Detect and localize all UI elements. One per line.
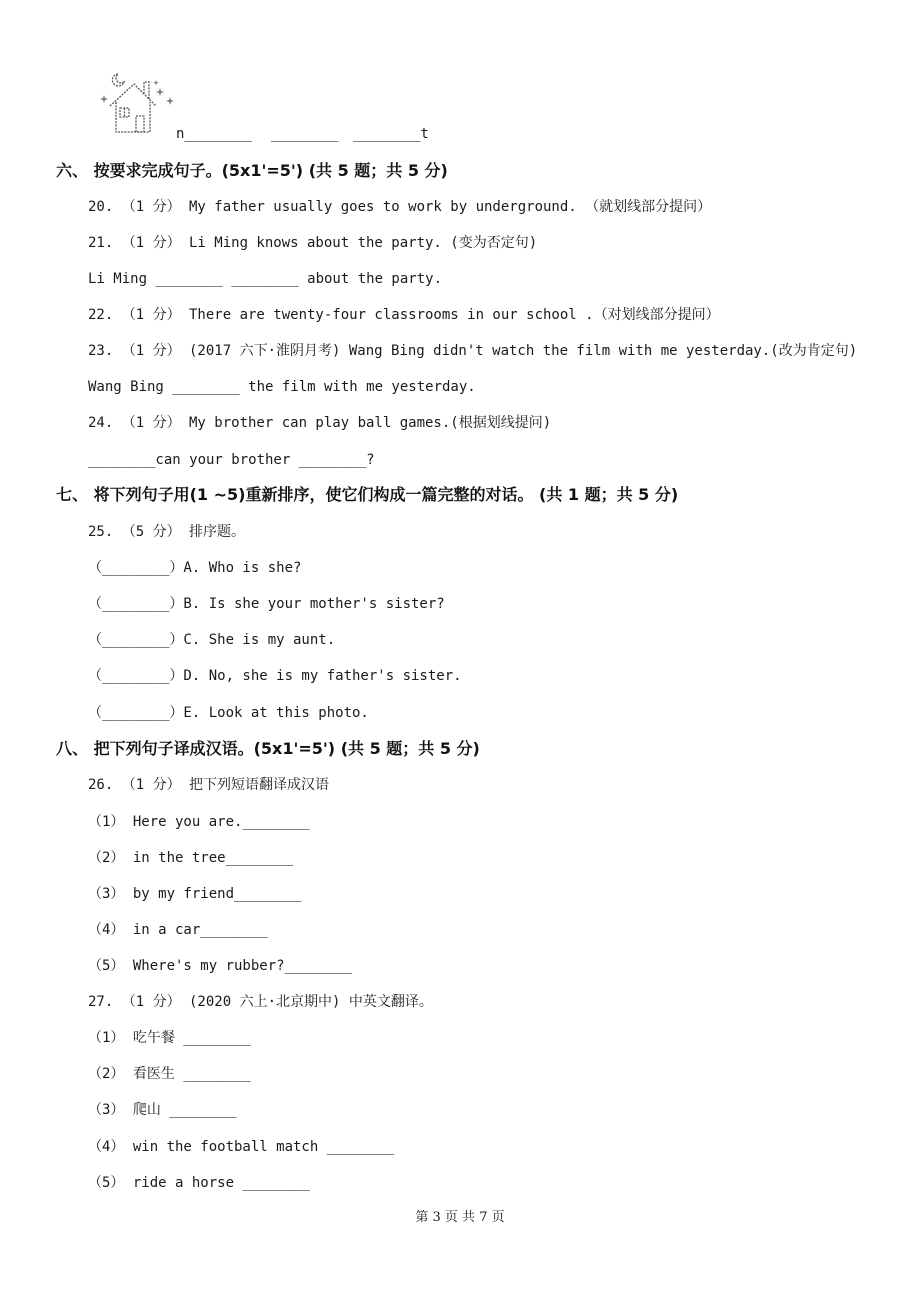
answer-line-23[interactable]: Wang Bing ________ the film with me yesterday. bbox=[88, 379, 476, 395]
question-27-item-1[interactable]: （1） 吃午餐 ________ bbox=[88, 1030, 251, 1046]
page-number-footer: 第 3 页 共 7 页 bbox=[415, 1210, 505, 1225]
question-27-item-4[interactable]: （4） win the football match ________ bbox=[88, 1139, 395, 1155]
question-26-item-5[interactable]: （5） Where's my rubber?________ bbox=[88, 958, 353, 974]
question-23: 23. （1 分） (2017 六下·淮阴月考) Wang Bing didn't watch the film with me yesterday.(改为肯定句) bbox=[88, 343, 858, 359]
house-picture bbox=[98, 68, 178, 138]
question-27-item-2[interactable]: （2） 看医生 ________ bbox=[88, 1066, 251, 1082]
question-27-item-3[interactable]: （3） 爬山 ________ bbox=[88, 1102, 237, 1118]
question-22: 22. （1 分） There are twenty-four classrooms in our school .（对划线部分提问） bbox=[88, 307, 720, 323]
question-21: 21. （1 分） Li Ming knows about the party. (变为否定句) bbox=[88, 235, 538, 251]
answer-blank-1[interactable]: n________ bbox=[176, 126, 252, 142]
answer-blank-2[interactable]: ________ bbox=[271, 126, 339, 142]
order-item-b[interactable]: （________）B. Is she your mother's sister? bbox=[88, 596, 445, 612]
question-20: 20. （1 分） My father usually goes to work by underground. （就划线部分提问） bbox=[88, 199, 712, 215]
question-26-item-2[interactable]: （2） in the tree________ bbox=[88, 850, 294, 866]
section-8-heading: 八、 把下列句子译成汉语。(5x1'=5') (共 5 题；共 5 分) bbox=[56, 739, 480, 758]
order-item-a[interactable]: （________）A. Who is she? bbox=[88, 560, 302, 576]
question-26-item-4[interactable]: （4） in a car________ bbox=[88, 922, 268, 938]
order-item-d[interactable]: （________）D. No, she is my father's sister. bbox=[88, 668, 462, 684]
question-25: 25. （5 分） 排序题。 bbox=[88, 524, 246, 540]
question-24: 24. （1 分） My brother can play ball games.(根据划线提问) bbox=[88, 415, 552, 431]
question-27-item-5[interactable]: （5） ride a horse ________ bbox=[88, 1175, 310, 1191]
question-26-item-1[interactable]: （1） Here you are.________ bbox=[88, 814, 310, 830]
answer-blank-3[interactable]: ________t bbox=[353, 126, 429, 142]
house-icon bbox=[98, 68, 178, 138]
question-26: 26. （1 分） 把下列短语翻译成汉语 bbox=[88, 777, 330, 793]
question-26-item-3[interactable]: （3） by my friend________ bbox=[88, 886, 302, 902]
section-7-heading: 七、 将下列句子用(1 ~5)重新排序，使它们构成一篇完整的对话。 (共 1 题；共 5 分) bbox=[56, 485, 679, 504]
order-item-c[interactable]: （________）C. She is my aunt. bbox=[88, 632, 336, 648]
order-item-e[interactable]: （________）E. Look at this photo. bbox=[88, 705, 369, 721]
answer-line-21[interactable]: Li Ming ________ ________ about the party. bbox=[88, 271, 443, 287]
question-27: 27. （1 分） (2020 六上·北京期中) 中英文翻译。 bbox=[88, 994, 433, 1010]
answer-line-24[interactable]: ________can your brother ________? bbox=[88, 452, 375, 468]
section-6-heading: 六、 按要求完成句子。(5x1'=5') (共 5 题；共 5 分) bbox=[56, 161, 448, 180]
